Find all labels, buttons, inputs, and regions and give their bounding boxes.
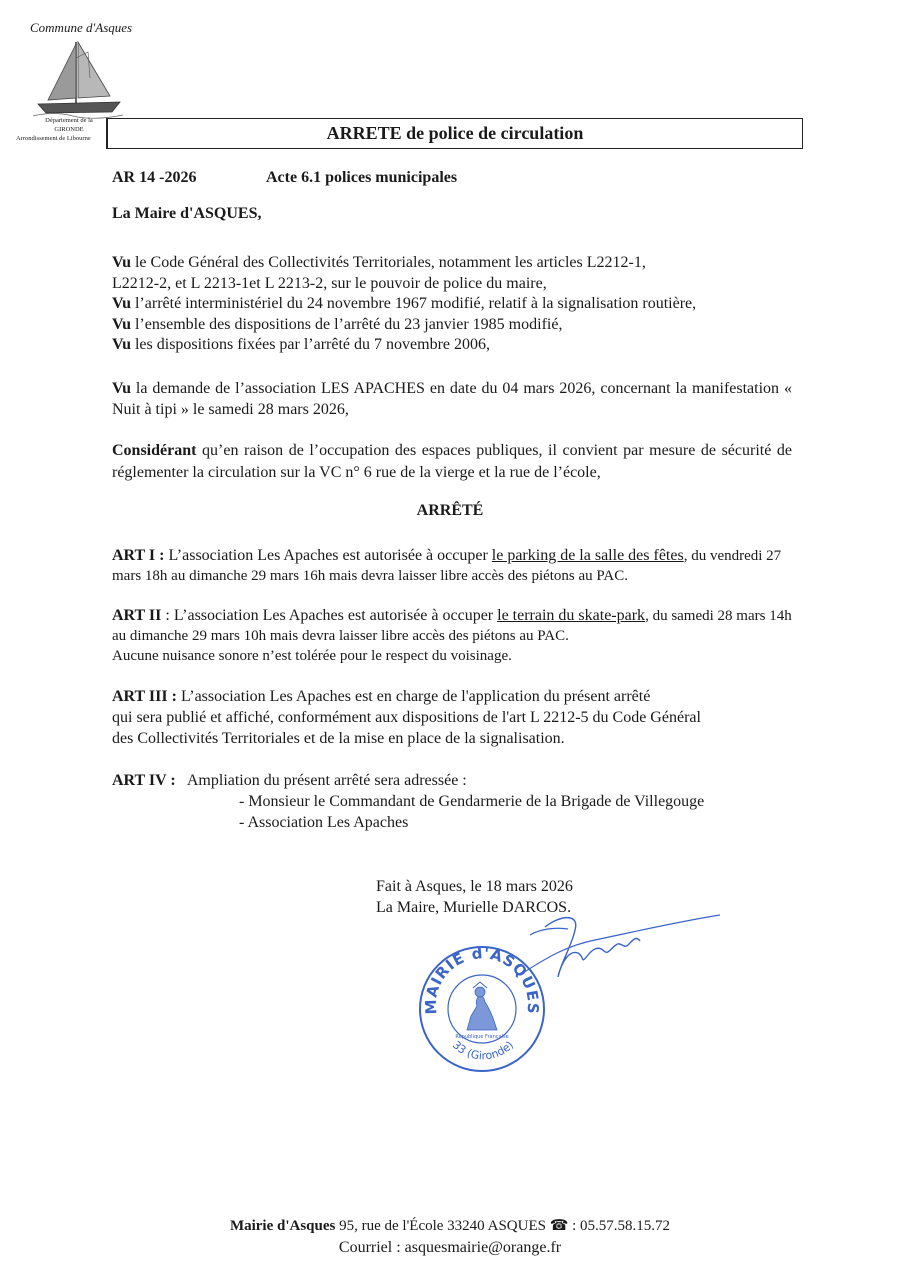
document-title	[106, 118, 803, 149]
vu-item	[112, 315, 802, 336]
vu-item	[112, 294, 802, 315]
footer-phone: : 05.57.58.15.72	[568, 1218, 671, 1234]
vu-text: le Code Général des Collectivités Territoriales, notamment les articles L2212-1,	[130, 254, 646, 271]
demande-paragraph	[112, 378, 792, 420]
considerant-paragraph	[112, 440, 792, 484]
dept-line-2: GIRONDE	[54, 126, 84, 133]
vu-lead: Vu	[112, 315, 131, 333]
acte-label: Acte 6.1 polices municipales	[266, 169, 458, 186]
reference-number: AR 14 -2026	[112, 169, 197, 186]
article-location: le terrain du skate-park	[497, 607, 646, 624]
article-text: , du samedi 28 mars 14h au dimanche 29 mars 10h mais devra laisser libre accès des piétons au PAC.	[112, 608, 792, 644]
vu-lead: Vu	[112, 336, 131, 353]
article-extra: Aucune nuisance sonore n’est tolérée pour le respect du voisinage.	[112, 648, 512, 664]
article-label: ART II	[112, 607, 162, 624]
vu-list	[112, 253, 802, 356]
article-label: ART III :	[112, 688, 177, 705]
vu-item	[112, 335, 802, 356]
demande-text: la demande de l’association LES APACHES en date du 04 mars 2026, concernant la manifestation « Nuit à tipi » le samedi 28 mars 2026,	[112, 380, 792, 418]
article-4	[112, 770, 802, 833]
arrete-heading: ARRÊTÉ	[416, 502, 484, 519]
commune-logo-title: Commune d'Asques	[30, 20, 133, 35]
vu-lead: Vu	[112, 295, 131, 312]
article-1	[112, 546, 802, 586]
vu-item	[112, 253, 802, 274]
footer-email: Courriel : asquesmairie@orange.fr	[338, 1239, 562, 1256]
vu-text: l’arrêté interministériel du 24 novembre 1967 modifié, relatif à la signalisation routière,	[130, 295, 697, 312]
article-text: L’association Les Apaches est en charge de l'application du présent arrêté	[176, 688, 651, 705]
stamp-rf: République Française	[455, 1034, 509, 1040]
footer-line-1	[0, 1216, 900, 1237]
footer	[0, 1216, 900, 1258]
vu-text: les dispositions fixées par l’arrêté du 7 novembre 2006,	[130, 336, 491, 353]
stamp-subtext: 33 (Gironde)	[449, 1038, 517, 1063]
title-text: ARRETE de police de circulation	[326, 123, 584, 143]
article-label: ART I :	[112, 547, 165, 564]
vu-lead: Vu	[112, 254, 131, 271]
phone-icon: ☎	[549, 1218, 569, 1234]
article-location: le parking de la salle des fêtes	[491, 547, 684, 564]
article-text: Ampliation du présent arrêté sera adressée :	[175, 772, 467, 789]
demande-lead: Vu	[112, 380, 131, 397]
article-text: qui sera publié et affiché, conformément aux dispositions de l'art L 2212-5 du Code Général	[112, 709, 701, 726]
reference-line	[112, 169, 458, 187]
vu-text: l’ensemble des dispositions de l’arrêté du 23 janvier 1985 modifié,	[130, 315, 563, 333]
article-label: ART IV :	[112, 772, 176, 789]
recipient-item: - Association Les Apaches	[239, 814, 409, 831]
signer-name: La Maire, Murielle DARCOS.	[376, 899, 572, 916]
considerant-lead: Considérant	[112, 442, 197, 459]
svg-text:33 (Gironde)	[450, 1038, 516, 1062]
vu-text: L2212-2, et L 2213-1et L 2213-2, sur le pouvoir de police du maire,	[112, 274, 547, 292]
place-date: Fait à Asques, le 18 mars 2026	[376, 878, 573, 895]
handwritten-signature	[500, 905, 725, 985]
stamp-text: MAIRIE d'ASQUES	[421, 944, 543, 1016]
article-text: des Collectivités Territoriales et de la mise en place de la signalisation.	[112, 730, 565, 747]
article-3	[112, 686, 802, 749]
recipient-item: - Monsieur le Commandant de Gendarmerie de la Brigade de Villegouge	[239, 793, 705, 810]
article-text: , du vendredi 27 mars 18h au dimanche 29 mars 16h mais devra laisser libre accès des piétons au PAC.	[112, 548, 782, 584]
article-text: L’association Les Apaches est autorisée à occuper	[164, 547, 492, 564]
authority-line: La Maire d'ASQUES,	[112, 205, 262, 222]
dept-line-3: Arrondissement de Libourne	[16, 135, 91, 142]
vu-item	[112, 274, 802, 295]
footer-address: 95, rue de l'École 33240 ASQUES	[335, 1218, 550, 1234]
sailboat-logo	[28, 38, 128, 120]
department-info	[16, 116, 114, 143]
considerant-text: qu’en raison de l’occupation des espaces publiques, il convient par mesure de sécurité de réglementer la circulation sur la VC n° 6 rue de la vierge et la rue de l’école,	[112, 442, 792, 481]
footer-name: Mairie d'Asques	[229, 1218, 336, 1234]
article-2	[112, 606, 802, 666]
article-text: : L’association Les Apaches est autorisée à occuper	[161, 607, 498, 624]
dept-line-1: Département de la	[45, 117, 93, 124]
